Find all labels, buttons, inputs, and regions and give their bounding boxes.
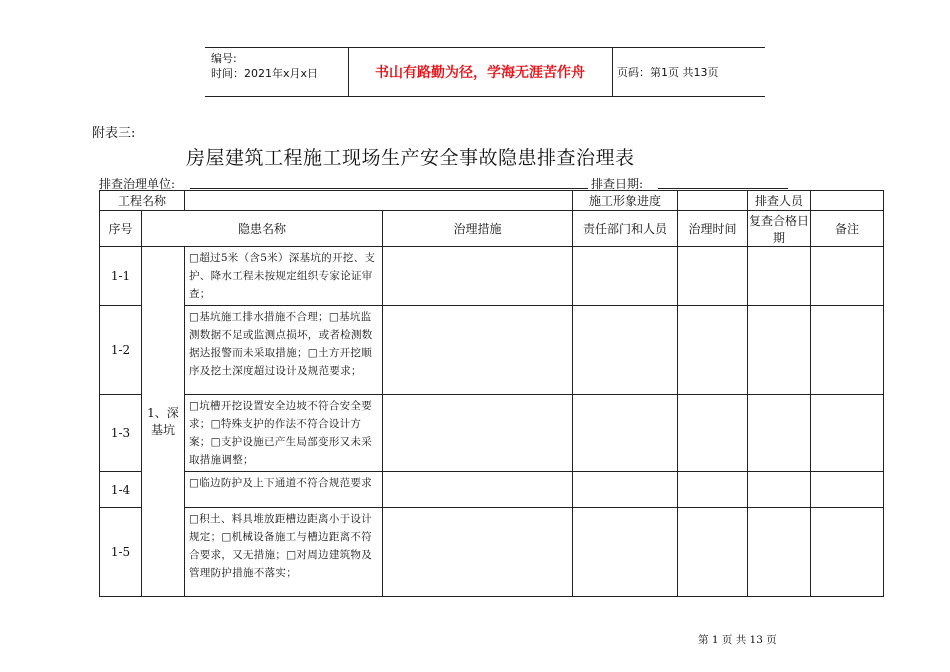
row-review[interactable] [748, 508, 811, 597]
page-title: 房屋建筑工程施工现场生产安全事故隐患排查治理表 [186, 147, 635, 169]
row-dept[interactable] [573, 247, 678, 306]
row-seq: 1-4 [100, 472, 142, 508]
header-measure: 治理措施 [383, 211, 573, 247]
row-measure[interactable] [383, 247, 573, 306]
page-indicator: 页码：第1页 共13页 [617, 66, 719, 79]
header-remark: 备注 [811, 211, 884, 247]
header-hazard: 隐患名称 [142, 211, 383, 247]
header-review: 复查合格日期 [748, 211, 811, 247]
row-review[interactable] [748, 395, 811, 472]
table-row [100, 472, 884, 508]
header-time: 治理时间 [678, 211, 748, 247]
header-divider [612, 47, 613, 97]
row-measure[interactable] [383, 472, 573, 508]
header-dept: 责任部门和人员 [573, 211, 678, 247]
document-header [205, 47, 765, 97]
inspection-unit-underline [190, 188, 588, 189]
row-review[interactable] [748, 247, 811, 306]
row-hazard: □超过5米（含5米）深基坑的开挖、支护、降水工程未按规定组织专家论证审查； [185, 247, 383, 306]
row-seq: 1-2 [100, 306, 142, 395]
hazard-table [99, 190, 884, 597]
row-seq: 1-5 [100, 508, 142, 597]
row-time[interactable] [678, 508, 748, 597]
row-seq: 1-1 [100, 247, 142, 306]
row-dept[interactable] [573, 395, 678, 472]
row-dept[interactable] [573, 306, 678, 395]
row-dept[interactable] [573, 472, 678, 508]
progress-label: 施工形象进度 [573, 191, 678, 211]
row-measure[interactable] [383, 306, 573, 395]
time-label: 时间：2021年x月x日 [211, 67, 319, 80]
table-row [100, 395, 884, 472]
row-hazard: □基坑施工排水措施不合理；□基坑监测数据不足或监测点损坏，或者检测数据达报警而未采取措施；□土方开挖顺序及挖土深度超过设计及规范要求； [185, 306, 383, 395]
row-review[interactable] [748, 472, 811, 508]
row-hazard: □坑槽开挖设置安全边坡不符合安全要求；□特殊支护的作法不符合设计方案；□支护设施已产生局部变形又未采取措施调整； [185, 395, 383, 472]
project-name-value[interactable] [185, 191, 573, 211]
row-time[interactable] [678, 247, 748, 306]
inspector-label: 排查人员 [748, 191, 811, 211]
table-row [100, 508, 884, 597]
row-remark[interactable] [811, 508, 884, 597]
row-measure[interactable] [383, 508, 573, 597]
row-remark[interactable] [811, 395, 884, 472]
header-seq: 序号 [100, 211, 142, 247]
row-remark[interactable] [811, 472, 884, 508]
project-name-label: 工程名称 [100, 191, 185, 211]
inspection-date-underline [658, 188, 788, 189]
inspection-unit-label: 排查治理单位: [99, 177, 176, 191]
row-seq: 1-3 [100, 395, 142, 472]
row-time[interactable] [678, 472, 748, 508]
row-remark[interactable] [811, 306, 884, 395]
inspector-value[interactable] [811, 191, 884, 211]
row-hazard: □临边防护及上下通道不符合规范要求 [185, 472, 383, 508]
category-cell: 1、深基坑 [142, 247, 185, 597]
code-label: 编号: [211, 52, 237, 65]
table-row [100, 247, 884, 306]
progress-value[interactable] [678, 191, 748, 211]
row-measure[interactable] [383, 395, 573, 472]
row-hazard: □积土、料具堆放距槽边距离小于设计规定；□机械设备施工与槽边距离不符合要求，又无措施；□对周边建筑物及管理防护措施不落实； [185, 508, 383, 597]
row-dept[interactable] [573, 508, 678, 597]
row-remark[interactable] [811, 247, 884, 306]
page-footer: 第 1 页 共 13 页 [698, 634, 777, 646]
appendix-label: 附表三: [92, 126, 136, 141]
row-review[interactable] [748, 306, 811, 395]
table-row [100, 306, 884, 395]
row-time[interactable] [678, 306, 748, 395]
row-time[interactable] [678, 395, 748, 472]
inspection-date-label: 排查日期: [591, 177, 644, 191]
motto: 书山有路勤为径，学海无涯苦作舟 [375, 65, 585, 81]
